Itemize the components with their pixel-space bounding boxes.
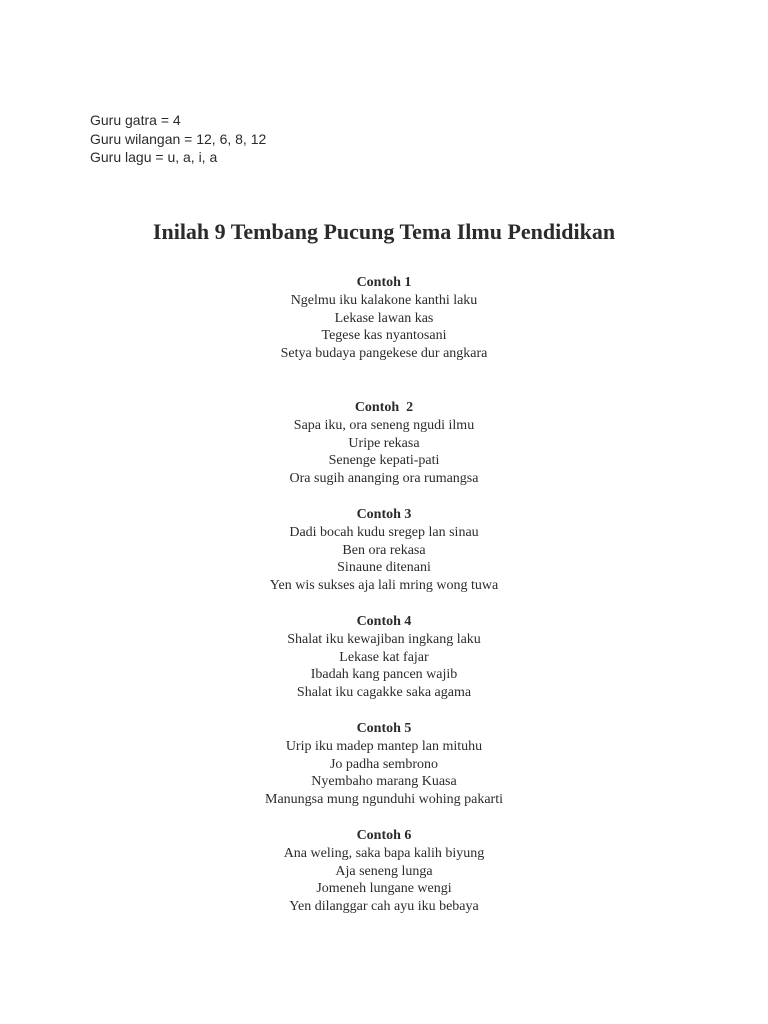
verse-line: Yen dilanggar cah ayu iku bebaya <box>289 899 479 915</box>
verse-line: Lekase kat fajar <box>339 649 429 665</box>
rule-guru-lagu: Guru lagu = u, a, i, a <box>90 149 218 165</box>
verse-line: Ben ora rekasa <box>342 542 426 558</box>
example-heading: Contoh 2 <box>354 400 414 415</box>
example-1 <box>0 274 768 363</box>
verse-line: Lekase lawan kas <box>334 310 434 326</box>
verse-line: Ora sugih ananging ora rumangsa <box>289 471 479 487</box>
verse-line: Shalat iku kewajiban ingkang laku <box>287 631 481 647</box>
rule-guru-wilangan: Guru wilangan = 12, 6, 8, 12 <box>90 130 267 147</box>
example-3 <box>0 506 768 595</box>
example-heading: Contoh 5 <box>356 721 412 736</box>
verse-line: Manungsa mung ngunduhi wohing pakarti <box>265 792 503 808</box>
verse-line: Jo padha sembrono <box>329 756 439 772</box>
example-heading: Contoh 3 <box>356 507 412 522</box>
example-5 <box>0 720 768 809</box>
verse-line: Ibadah kang pancen wajib <box>310 667 458 683</box>
rule-guru-gatra: Guru gatra = 4 <box>90 112 181 128</box>
verse-line: Uripe rekasa <box>348 435 420 451</box>
verse-line: Tegese kas nyantosani <box>321 328 447 344</box>
verse-line: Ana weling, saka bapa kalih biyung <box>283 845 485 861</box>
example-heading: Contoh 6 <box>356 828 412 843</box>
verse-line: Aja seneng lunga <box>335 863 433 879</box>
verse-line: Nyembaho marang Kuasa <box>311 774 457 790</box>
verse-line: Senenge kepati-pati <box>328 453 440 469</box>
verse-line: Sapa iku, ora seneng ngudi ilmu <box>293 417 475 433</box>
verse-line: Urip iku madep mantep lan mituhu <box>285 738 483 754</box>
verse-line: Shalat iku cagakke saka agama <box>296 685 472 701</box>
example-heading: Contoh 4 <box>356 614 412 629</box>
example-2 <box>0 399 768 488</box>
example-heading: Contoh 1 <box>356 275 412 290</box>
example-6 <box>0 827 768 916</box>
page-title: Inilah 9 Tembang Pucung Tema Ilmu Pendidikan <box>152 219 616 244</box>
verse-line: Setya budaya pangekese dur angkara <box>280 346 488 362</box>
verse-line: Dadi bocah kudu sregep lan sinau <box>289 524 479 540</box>
verse-line: Sinaune ditenani <box>337 560 431 576</box>
poetic-rules <box>90 111 266 167</box>
verse-line: Ngelmu iku kalakone kanthi laku <box>290 292 478 308</box>
verse-line: Yen wis sukses aja lali mring wong tuwa <box>269 578 499 594</box>
verse-line: Jomeneh lungane wengi <box>316 881 452 897</box>
example-4 <box>0 613 768 702</box>
